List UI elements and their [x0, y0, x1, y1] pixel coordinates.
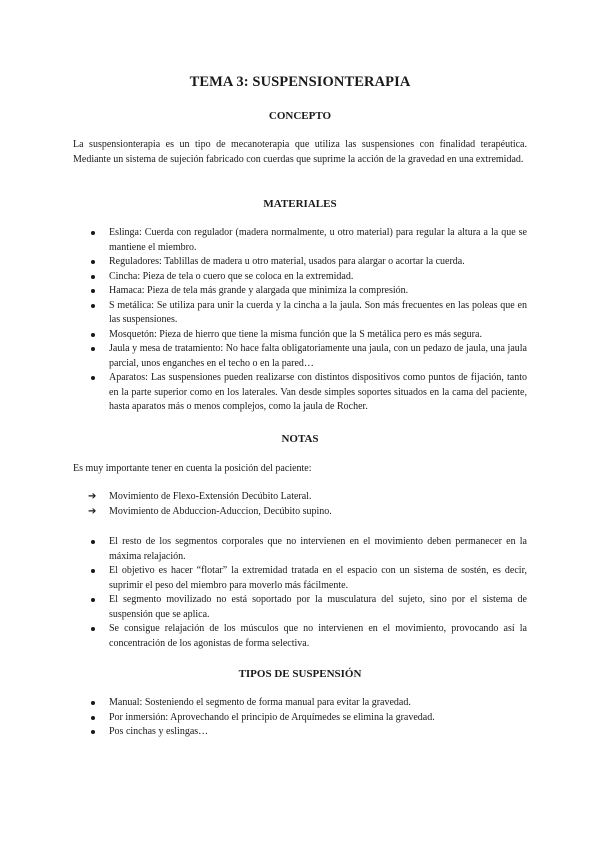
bullet-icon [91, 289, 95, 293]
list-item: Hamaca: Pieza de tela más grande y alargada que minimiza la compresión. [0, 284, 527, 299]
list-item: Aparatos: Las suspensiones pueden realizarse con distintos dispositivos como puntos de fijación, tanto en la parte superior como en los laterales. Van desde simples soportes situados en la cama del paciente, hasta aparatos más o menos complejos, como la jaula de Rocher. [0, 371, 527, 415]
list-item: Mosquetón: Pieza de hierro que tiene la misma función que la S metálica pero es más segura. [0, 328, 527, 343]
bullet-icon [91, 260, 95, 264]
notas-arrow-list [0, 490, 600, 519]
notas-intro: Es muy importante tener en cuenta la posición del paciente: [73, 463, 312, 474]
bullet-icon [91, 333, 95, 337]
list-item: S metálica: Se utiliza para unir la cuerda y la cincha a la jaula. Son más frecuentes en las poleas que en las suspensiones. [0, 299, 527, 328]
bullet-icon [91, 376, 95, 380]
list-item: Reguladores: Tablillas de madera u otro material, usados para alargar o acortar la cuerda. [0, 255, 527, 270]
list-item: ➔ Movimiento de Abduccion-Aduccion, Decúbito supino. [0, 505, 527, 520]
list-item: Jaula y mesa de tratamiento: No hace falta obligatoriamente una jaula, con un pedazo de jaula, una jaula parcial, unos enganches en el techo o en la pared… [0, 342, 527, 371]
bullet-icon [91, 304, 95, 308]
materiales-heading: MATERIALES [263, 198, 337, 210]
tipos-list [0, 696, 600, 740]
concepto-paragraph: La suspensionterapia es un tipo de mecanoterapia que utiliza las suspensiones con finalidad terapéutica. Mediante un sistema de sujeción fabricado con cuerdas que suprime la acción de la gravedad en una extremidad. [73, 139, 527, 165]
list-item: Por inmersión: Aprovechando el principio de Arquímedes se elimina la gravedad. [0, 711, 527, 726]
bullet-icon [91, 701, 95, 705]
list-item: El objetivo es hacer “flotar” la extremidad tratada en el espacio con un sistema de sostén, es decir, suprimir el peso del miembro para moverlo más fácilmente. [0, 564, 527, 593]
notas-list [0, 535, 600, 651]
bullet-icon [91, 347, 95, 351]
notas-heading: NOTAS [281, 433, 319, 445]
list-item: Pos cinchas y eslingas… [0, 725, 527, 740]
materiales-list [0, 226, 600, 415]
bullet-icon [91, 540, 95, 544]
arrow-icon: ➔ [88, 491, 97, 502]
bullet-icon [91, 730, 95, 734]
list-item: Eslinga: Cuerda con regulador (madera normalmente, u otro material) para regular la altura a la que se mantiene el miembro. [0, 226, 527, 255]
bullet-icon [91, 569, 95, 573]
bullet-icon [91, 275, 95, 279]
concepto-heading: CONCEPTO [268, 110, 332, 122]
tipos-heading: TIPOS DE SUSPENSIÓN [238, 668, 362, 680]
bullet-icon [91, 598, 95, 602]
document-title: TEMA 3: SUSPENSIONTERAPIA [189, 74, 411, 90]
bullet-icon [91, 627, 95, 631]
bullet-icon [91, 231, 95, 235]
list-item: Cincha: Pieza de tela o cuero que se coloca en la extremidad. [0, 270, 527, 285]
arrow-icon: ➔ [88, 505, 97, 517]
list-item: Manual: Sosteniendo el segmento de forma manual para evitar la gravedad. [0, 696, 527, 711]
list-item: ➔ Movimiento de Flexo-Extensión Decúbito Lateral. [0, 490, 527, 505]
bullet-icon [91, 716, 95, 720]
list-item: El resto de los segmentos corporales que no intervienen en el movimiento deben permanecer en la máxima relajación. [0, 535, 527, 564]
list-item: El segmento movilizado no está soportado por la musculatura del sujeto, sino por el sistema de suspensión que se aplica. [0, 593, 527, 622]
list-item: Se consigue relajación de los músculos que no intervienen en el movimiento, provocando así la concentración de los agonistas de forma selectiva. [0, 622, 527, 651]
